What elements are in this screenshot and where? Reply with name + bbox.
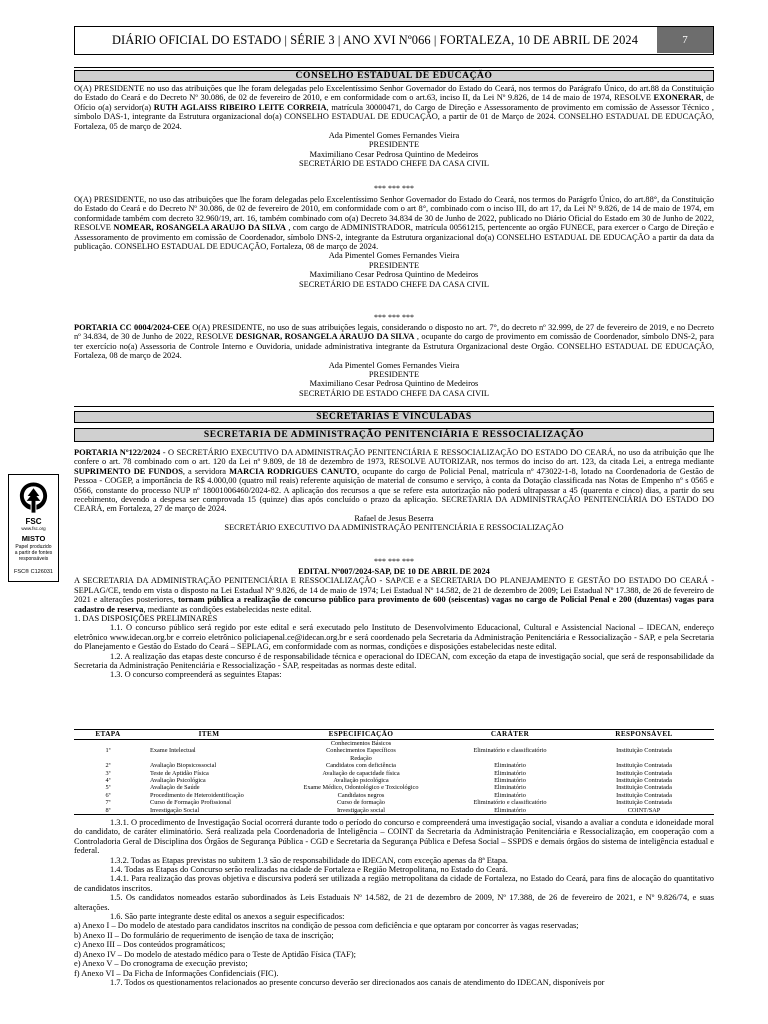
table-cell: Eliminatório [494,769,526,777]
table-cell: Eliminatório [494,777,526,785]
edital-item: 1.4. Todas as Etapas do Concurso serão realizadas na cidade de Fortaleza e Região Metropolitana, no Estado do Ceará. [110,865,508,875]
act-text: O(A) PRESIDENTE no uso das atribuições que lhe foram delegadas pelo Excelentíssimo Senhor Governador do Estado do Ceará, nos termos do Parágrafo Único, do art.88 da Constituição do Estado do Ceará e do Decreto Nº 30.086, de 02 de fevereiro de 2010, e em conformidade com o art.63, inciso II, da Lei Nº 9.826, de 14 de maio de 1974, RESOLVE EXONERAR, de Ofício o(a) servidor(a) RUTH AGLAISS RIBEIRO LEITE CORREIA, matrícula 30000471, do Cargo de Direção e Assessoramento de provimento em comissão de Assessor Técnico , símbolo DAS-1, integrante da Estrutura organizacional do(a) CONSELHO ESTADUAL DE EDUCAÇÃO, a partir de 01 de Março de 2024. CONSELHO ESTADUAL DE EDUCAÇÃO, Fortaleza, 05 de março de 2024. [74,84,715,131]
annex-item: e) Anexo V – Do cronograma de execução previsto; [74,959,248,969]
table-cell: 6ª [105,791,111,799]
table-cell: Avaliação Biopsicossocial [150,762,217,770]
separator-stars: *** *** *** [374,313,414,322]
table-cell: Avaliação psicológica [333,777,389,785]
cee-act-1 [74,84,714,169]
table-cell: Instituição Contratada [616,784,672,792]
page-header [74,26,714,55]
annex-item: f) Anexo VI – Da Ficha de Informações Confidenciais (FIC). [74,968,279,978]
table-cell: Instituição Contratada [616,791,672,799]
table-cell: 8ª [74,807,142,815]
signature-role: PRESIDENTE [368,370,420,380]
section-title-cee: CONSELHO ESTADUAL DE EDUCAÇÃO [74,70,714,82]
edital-item: 1.2. A realização das etapas deste concurso é de responsabilidade técnica e operacional do IDECAN, com exceção da etapa de investigação social, que será de responsabilidade da Secretaria da Administração Penitenciária e Ressocialização - SAP, respeitadas as normas deste edital. [74,651,714,671]
table-cell: Curso de Formação Profissional [150,799,231,807]
table-row [74,740,714,763]
edital-item: 1.7. Todos os questionamentos relacionados ao presente concurso deverão ser direcionados aos canais de atendimento do IDECAN, disponíveis por [110,977,605,987]
signature-name: Ada Pimentel Gomes Fernandes Vieira [328,251,460,261]
table-cell: Candidatos com deficiência [326,762,396,770]
signature-role: PRESIDENTE [368,140,420,150]
fsc-tree-logo-icon [16,479,51,517]
edital-title: EDITAL Nº007/2024-SAP, DE 10 DE ABRIL DE 2024 [298,567,490,576]
fsc-text-line: a partir de fontes [14,550,53,556]
page-number: 7 [657,27,713,53]
signature-name: Maximiliano Cesar Pedrosa Quintino de Medeiros [309,149,479,159]
signature-name: Ada Pimentel Gomes Fernandes Vieira [328,131,460,141]
section-rule [74,406,714,407]
signature-name: Maximiliano Cesar Pedrosa Quintino de Medeiros [309,379,479,389]
table-cell: Instituição Contratada [616,777,672,785]
table-cell: 4ª [105,777,111,785]
header-title: DIÁRIO OFICIAL DO ESTADO | SÉRIE 3 | ANO XVI Nº066 | FORTALEZA, 10 DE ABRIL DE 2024 [112,33,638,47]
signature-name: Maximiliano Cesar Pedrosa Quintino de Medeiros [309,270,479,280]
sap-portaria [74,448,714,533]
act-text: PORTARIA CC 0004/2024-CEE O(A) PRESIDENTE, no uso de suas atribuições legais, considerando o disposto no art. 7°, do decreto nº 32.999, de 27 de fevereiro de 2019, e no Decreto nº 34.834, de 30 de Junho de 2022, RESOLVE DESIGNAR, ROSANGELA ARAUJO DA SILVA , ocupante do cargo de provimento em comissão de Coordenador, símbolo DNS-2, para ter exercício no(a) Assessoria de Controle Interno e Ouvidoria, unidade administrativa integrante da Estrutura Organizacional deste Orgão. CONSELHO ESTADUAL DE EDUCAÇÃO, Fortaleza, 08 de março de 2024. [74,323,714,361]
annex-item: b) Anexo II – Do formulário de requerimento de isenção de taxa de inscrição; [74,930,334,940]
signature-role: SECRETÁRIO DE ESTADO CHEFE DA CASA CIVIL [298,159,490,169]
table-cell: COINT/SAP [574,807,714,815]
table-cell: Exame Médico, Odontológico e Toxicológico [303,784,419,792]
table-cell: Instituição Contratada [616,762,672,770]
edital-item: 1.1. O concurso público será regido por este edital e será executado pelo Instituto de Desenvolvimento Educacional, Cultural e Assistencial Nacional – IDECAN, endereço eletrônico www.idecan.org.br e correio eletrônico policiapenal.ce@idecan.org.br e será coordenado pela Secretaria da Administração Penitenciária e Ressocialização - SAP, e pela Secretaria do Planejamento e Gestão do Estado do Ceará – SEPLAG, em conformidade com as normas, condições e disposições estabelecidas neste edital. [74,623,714,652]
etapas-table [74,729,714,815]
edital-item: 1.3.2. Todas as Etapas previstas no subitem 1.3 são de responsabilidade do IDECAN, com exceção apenas da 8ª Etapa. [110,855,508,865]
fsc-text-line: Papel produzido [15,544,52,550]
annex-item: d) Anexo IV – Do modelo de atestado médico para o Teste de Aptidão Física (TAF); [74,949,356,959]
signature-role: SECRETÁRIO DE ESTADO CHEFE DA CASA CIVIL [298,388,490,398]
fsc-site: www.fsc.org [21,526,46,531]
separator-stars: *** *** *** [374,557,414,566]
edital-item: 1.3. O concurso compreenderá as seguintes Etapas: [110,670,282,680]
table-cell: Eliminatório [446,807,574,815]
table-cell: 3ª [105,769,111,777]
act-text: O(A) PRESIDENTE, no uso das atribuições que lhe foram delegadas pelo Excelentíssimo Senhor Governador do Estado do Ceará, nos termos do Parágrfo Único, do art.88°, da Constituição do Estado do Ceará e do Decreto Nº 30.086, de 02 de fevereiro de 2010, em conformidade com o art 8°, combinado com o inciso III, do art 17, da Lei Nº 9.826, de 14 de maio de 1974, em conformidade também com decreto 32.960/19, art. 16, também combinado com o(a) Decreto 34.834 de 30 de Junho de 2022, publicado no Diário Oficial do Estado em 30 de Junho de 2022, RESOLVE NOMEAR, ROSANGELA ARAUJO DA SILVA , com cargo de ADMINISTRADOR, matrícula 00561215, pertencente ao orgão FUNECE, para exercer o Cargo de Direção e Assessoramento de provimento em comissão de Coordenador, símbolo DNS-2, integrante da Estrutura organizacional do(a) CONSELHO ESTADUAL DE EDUCAÇÃO a partir da data da publicação. CONSELHO ESTADUAL DE EDUCAÇÃO, Fortaleza, 08 de março de 2024. [74,195,714,252]
table-cell: Investigação social [276,807,446,815]
edital-item: 1.6. São parte integrante deste edital os anexos a seguir especificados: [110,912,345,922]
table-row [74,762,714,769]
table-cell: 5ª [105,784,111,792]
table-row [74,792,714,799]
signature-role: SECRETÁRIO EXECUTIVO DA ADMINISTRAÇÃO PENITENCIÁRIA E RESSOCIALIZAÇÃO [224,523,564,533]
etapas-table-body [74,740,714,815]
signature-role: SECRETÁRIO DE ESTADO CHEFE DA CASA CIVIL [298,279,490,289]
table-row [74,784,714,791]
table-cell: 1ª [105,747,111,755]
signature-role: PRESIDENTE [368,260,420,270]
fsc-label: MISTO [21,534,46,543]
annex-item: c) Anexo III – Dos conteúdos programáticos; [74,940,226,950]
separator-stars: *** *** *** [374,184,414,193]
table-cell: Candidatos negros [337,791,385,799]
edital-continuation [74,818,714,987]
section-rule [74,67,714,68]
table-cell: Eliminatório e classificatório [473,747,547,755]
table-cell: Curso de formação [337,799,385,807]
table-cell: Investigação Social [142,807,276,815]
cee-act-3 [74,323,714,398]
signature-name: Ada Pimentel Gomes Fernandes Vieira [328,360,460,370]
table-cell: Exame Intelectual [150,747,196,755]
fsc-certification-badge [8,474,59,582]
table-header-row [74,730,714,740]
edital-intro: A SECRETARIA DA ADMINISTRAÇÃO PENITENCIÁRIA E RESSOCIALIZAÇÃO - SAP/CE e a SECRETARIA DO PLANEJAMENTO E GESTÃO DO ESTADO DO CEARÁ - SEPLAG/CE, tendo em vista o disposto na Lei Estadual Nº 9.826, de 14 de maio de 1974; Lei Estadual Nº 14.582, de 21 de dezembro de 2009; Lei Estadual Nº 17.388, de 26 de fevereiro de 2021 e alterações posteriores, tornam pública a realização de concurso público para provimento de 600 (seiscentas) vagas no cargo de Policial Penal e 200 (duzentas) vagas para cadastro de reserva, mediante as condições estabelecidas neste edital. [74,576,714,614]
fsc-brand: FSC [25,517,42,526]
table-cell: Eliminatório [494,784,526,792]
table-cell: Eliminatório [494,791,526,799]
cee-act-2 [74,195,714,289]
table-cell: Instituição Contratada [616,799,672,807]
section-title-sap: SECRETARIA DE ADMINISTRAÇÃO PENITENCIÁRIA E RESSOCIALIZAÇÃO [74,428,714,442]
table-row [74,777,714,784]
edital-item: 1.5. Os candidatos nomeados estarão subordinados às Leis Estaduais Nº 14.582, de 21 de dezembro de 2009, Nº 17.388, de 26 de fevereiro de 2021, e Nº 9.826/74, e suas alterações. [74,893,714,912]
edital-item: 1.4.1. Para realização das provas objetiva e discursiva poderá ser utilizada a região metropolitana da cidade de Fortaleza, no Estado do Ceará, para fins de alocação do quantitativo de candidatos inscritos. [74,874,714,893]
table-cell: Avaliação Psicológica [150,777,206,785]
fsc-code: FSC® C126031 [14,569,53,575]
annex-item: a) Anexo I – Do modelo de atestado para candidatos inscritos na condição de pessoa com deficiência e que optaram por concorrer às vagas reservadas; [74,921,579,931]
table-cell: Teste de Aptidão Física [150,769,209,777]
section-title-secretarias: SECRETARIAS E VINCULADAS [74,411,714,423]
table-cell: Instituição Contratada [616,747,672,755]
table-cell: Instituição Contratada [616,769,672,777]
column-header: ESPECIFICAÇÃO [276,730,446,740]
table-cell: Eliminatório e classificatório [473,799,547,807]
edital-section-heading: 1. DAS DISPOSIÇÕES PRELIMINARES [74,614,218,624]
table-cell: Eliminatório [494,762,526,770]
table-cell: Conhecimentos Básicos Conhecimentos Específicos Redação [326,740,396,762]
signature-name: Rafael de Jesus Beserra [354,513,434,523]
column-header: ITEM [142,730,276,740]
table-cell: Avaliação de capacidade física [322,769,400,777]
table-cell: Procedimento de Heteroidentificação [150,791,244,799]
table-cell: 7ª [105,799,111,807]
column-header: RESPONSÁVEL [574,730,714,740]
table-row [74,807,714,815]
edital-item: 1.3.1. O procedimento de Investigação Social ocorrerá durante todo o período do concurso e compreenderá uma investigação social, visando a avaliar a conduta e idoneidade moral do candidato, de caráter eliminatório. Será realizada pela Coordenadoria de Inteligência – COINT da Secretaria da Administração Penitenciária e Ressocialização, em cooperação com a Controladoria Geral de Disciplina dos Órgãos de Segurança Pública - CGD e Secretaria da Segurança Pública e Defesa Social – SSPDS e demais órgãos do sistema de inteligência estadual e federal. [74,818,714,856]
table-row [74,770,714,777]
column-header: ETAPA [74,730,142,740]
act-text: PORTARIA Nº122/2024 - O SECRETÁRIO EXECUTIVO DA ADMINISTRAÇÃO PENITENCIÁRIA E RESSOCIALIZAÇÃO DO ESTADO DO CEARÁ, no uso da atribuição que lhe confere o art. 78 combinado com o art. 120 da Lei nº 9.809, de 18 de dezembro de 1973, RESOLVE AUTORIZAR, nos termos do inciso do art. 123, da citada Lei, a entrega mediante SUPRIMENTO DE FUNDOS, a servidora MARCIA RODRIGUES CANUTO, ocupante do cargo de Policial Penal, matrícula nº 473022-1-8, lotado na Coordenadoria de Gestão de Pessoa - COGEP, a importância de R$ 4.000,00 (quatro mil reais) referente aquisição de material de consumo e serviço, à conta da Dotação classificada nas Notas de Empenho nº s 0565 e 0566, constante do processo NUP nº 18001006460/2024-82. A aplicação dos recursos a que se refere esta autorização não poderá ultrapassar a 45 (quarenta e cinco) dias, a partir do seu recebimento, devendo a despesa ser comprovada 15 (quinze) dias após concluído o prazo da aplicação. SECRETARIA DA ADMINISTRAÇÃO PENITENCIÁRIA DO ESTADO DO CEARÁ, em Fortaleza, 27 de março de 2024. [74,448,715,514]
fsc-text-line: responsáveis [18,556,49,562]
table-cell: 2ª [105,762,111,770]
column-header: CARÁTER [446,730,574,740]
edital-section [74,567,714,680]
table-cell: Avaliação de Saúde [150,784,200,792]
table-row [74,799,714,806]
